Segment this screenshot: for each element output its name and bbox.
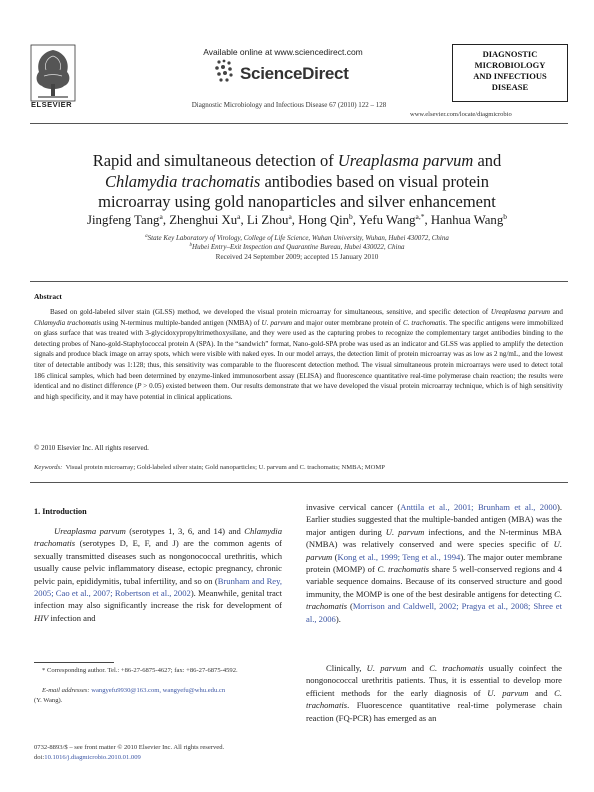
italic-term: U. parvum	[306, 539, 562, 562]
italic-term: C. trachomatis	[429, 663, 484, 673]
author-affiliation-mark: b	[349, 212, 353, 221]
title-text: antibodies based on visual protein	[260, 171, 490, 191]
title-species: Chlamydia trachomatis	[104, 171, 261, 191]
title-text: Rapid and simultaneous detection of	[92, 151, 338, 170]
author-name: Li Zhou	[246, 213, 289, 227]
author-affiliation-mark: a,*	[415, 212, 425, 221]
email-owner: (Y. Wang).	[34, 697, 63, 704]
author-name: Hanhua Wang	[430, 213, 504, 227]
author-name: Zhenghui Xu	[169, 213, 238, 227]
affiliation	[30, 243, 564, 251]
received-dates: Received 24 September 2009; accepted 15 January 2010	[215, 253, 379, 261]
italic-term: C. trachomatis	[377, 564, 430, 575]
author-list	[30, 212, 564, 228]
publisher-name: ELSEVIER	[31, 100, 73, 109]
doi-link[interactable]: 10.1016/j.diagmicrobio.2010.01.009	[44, 754, 141, 761]
affiliation-mark: a	[145, 234, 148, 239]
title-text: microarray using gold nanoparticles and silver enhancement	[98, 192, 496, 211]
corresponding-author-note: * Corresponding author. Tel.: +86-27-6875-4627; fax: +86-27-6875-4592.	[42, 667, 238, 674]
italic-term: C. trachomatis	[306, 687, 562, 711]
italic-term: HIV	[34, 612, 49, 623]
journal-box-line: MICROBIOLOGY	[474, 60, 546, 70]
intro-paragraph-left: Ureaplasma parvum (serotypes 1, 3, 6, and 14) and Chlamydia trachomatis (serotypes D, E, F, and J) are the common agents of sexually transmitted diseases such as nongonococcal urethritis, which usually cause pelvic inflammatory disease, ectopic pregnancy, chronic pelvic pain, epididymitis, tubal infertility, and so on (Brunham and Rey, 2005; Cao et al., 2007; Robertson et al., 2002). Meanwhile, genital tract infection may also significantly increase the risk for development of HIV infection and	[34, 526, 283, 623]
sciencedirect-logo-icon	[213, 58, 235, 84]
author-affiliation-mark: a	[288, 212, 292, 221]
journal-reference: Diagnostic Microbiology and Infectious Disease 67 (2010) 122 – 128	[191, 101, 387, 109]
doi-line	[34, 753, 294, 763]
journal-box-line: AND INFECTIOUS	[473, 71, 547, 81]
title-species: Ureaplasma parvum	[337, 151, 474, 170]
author-affiliation-mark: a	[237, 212, 241, 221]
citation-link[interactable]: Anttila et al., 2001; Brunham et al., 2000	[400, 502, 557, 512]
affiliation	[30, 234, 564, 242]
author-name: Jingfeng Tang	[87, 213, 160, 227]
sciencedirect-logo-text: ScienceDirect	[240, 64, 349, 83]
intro-paragraph-right-2: Clinically, U. parvum and C. trachomatis usually coinfect the nongonococcal urethritis patients. Thus, it is essential to develop more efficient methods for the early diagnosis of U. parvum and C. trachomatis. Fluorescence quantitative real-time polymerase chain reaction (FQ-PCR) has emerged as an	[306, 663, 562, 723]
italic-term: U. parvum	[366, 663, 407, 673]
abstract-bottom-divider	[30, 482, 568, 483]
available-online-text: Available online at www.sciencedirect.com	[203, 47, 363, 57]
italic-term: Chlamydia trachomatis	[34, 526, 282, 549]
italic-term: U. parvum	[385, 526, 425, 537]
issn-line: 0732-8893/$ – see front matter © 2010 Elsevier Inc. All rights reserved.	[34, 744, 225, 751]
journal-url-link[interactable]: www.elsevier.com/locate/diagmicrobio	[410, 111, 512, 118]
email-footnote	[34, 686, 282, 695]
author-separator: ,	[291, 213, 299, 227]
italic-term: U. parvum	[487, 687, 529, 698]
affiliation-text: Hubei Entry–Exit Inspection and Quarantine Bureau, Hubei 430022, China	[192, 243, 405, 251]
email-label: E-mail addresses:	[42, 687, 90, 694]
author-affiliation-mark: b	[503, 212, 507, 221]
journal-title-box	[452, 44, 568, 102]
italic-term: Chlamydia trachomatis	[34, 318, 101, 327]
citation-link[interactable]: Kong et al., 1999; Teng et al., 1994	[337, 551, 461, 562]
section-heading: 1. Introduction	[34, 507, 87, 516]
keywords	[34, 464, 385, 471]
citation-link[interactable]: Brunham and Rey, 2005; Cao et al., 2007; Robertson et al., 2002	[34, 575, 283, 599]
italic-term: P	[137, 382, 142, 391]
header-divider	[30, 123, 568, 124]
abstract-body: Based on gold-labeled silver stain (GLSS) method, we developed the visual protein microarray for simultaneous, sensitive, and specific detection of Ureaplasma parvum and Chlamydia trachomatis using N-terminus multiple-banded antigen (NMBA) of U. parvum and major outer membrane protein of C. trachomatis. The specific antigens were immobilized on glass surface that was treated with 3-glycidoxypropyltrimethoxysilane, and they were used as the capturing probes to recognize the complementary target antibodies binding to the detecting probes of Nano-gold-Staphylococcal protein A (SPA). In the “sandwich” format, Nano-gold-SPA probe was used as an indicator and GLSS was applied to amplify the detection signals and produce black image on array spots, which were visible with naked eyes. In our model arrays, the detection limit of protein microarray was as low as 2 ng/mL, and the lowest titer of detectable antibody was 1:128; thus, this sensitivity was comparable to the fluorescent detection method. The visual simultaneous protein microarrays were used to detect total 186 clinical samples, which had been determined by enzyme-linked immunosorbent assay (ELISA) and fluorescence quantitative real-time polymerase chain reaction; the results were identical and no distinct difference (P > 0.05) existed between them. Our results demonstrate that we have developed the visual protein microarray technique, which is of high sensitivity and high specificity, and it may have potential in clinical applications.	[34, 308, 563, 401]
keywords-list: Visual protein microarray; Gold-labeled silver stain; Gold nanoparticles; U. parvum and C. trachomatis; NMBA; MOMP	[65, 464, 385, 471]
author-separator: ,	[424, 213, 431, 227]
title-text: and	[473, 151, 502, 170]
citation-link[interactable]: Morrison and Caldwell, 2002; Pragya et al., 2008; Shree et al., 2006	[306, 601, 562, 624]
author-affiliation-mark: a	[159, 212, 163, 221]
author-separator: ,	[240, 213, 247, 227]
journal-box-line: DIAGNOSTIC	[482, 49, 538, 59]
affiliation-mark: b	[189, 243, 193, 248]
italic-term: Ureaplasma parvum	[54, 526, 126, 536]
italic-term: C. trachomatis	[402, 318, 446, 327]
keywords-label: Keywords:	[34, 464, 63, 471]
journal-box-line: DISEASE	[491, 82, 529, 92]
abstract-heading: Abstract	[34, 292, 62, 301]
author-name: Yefu Wang	[358, 213, 416, 227]
author-name: Hong Qin	[298, 213, 350, 227]
footnote-divider	[34, 662, 114, 663]
intro-paragraph-right-1: invasive cervical cancer (Anttila et al., 2001; Brunham et al., 2000). Earlier studies suggested that the multiple-banded antigen (MBA) was the major antigen during U. parvum infections, and the N-terminus MBA (NMBA) was relatively conserved and were species specific of U. parvum (Kong et al., 1999; Teng et al., 1994). The major outer membrane protein (MOMP) of C. trachomatis share 5 well-conserved regions and 4 variable sequence domains. Because of its conserved structure and good immunity, the MOMP is one of the best desirable antigens for detecting C. trachomatis (Morrison and Caldwell, 2002; Pragya et al., 2008; Shree et al., 2006).	[306, 502, 563, 624]
italic-term: Ureaplasma parvum	[490, 308, 551, 316]
copyright-notice: © 2010 Elsevier Inc. All rights reserved.	[34, 444, 149, 452]
affiliation-text: State Key Laboratory of Virology, College of Life Science, Wuhan University, Wuhan, Hubei 430072, China	[147, 234, 449, 242]
italic-term: C. trachomatis	[306, 588, 562, 612]
author-separator: ,	[162, 213, 170, 227]
email-links[interactable]: wangyefu9930@163.com, wangyefu@whu.edu.cn	[91, 687, 226, 694]
author-separator: ,	[352, 213, 359, 227]
article-title	[40, 151, 554, 213]
abstract-top-divider	[30, 281, 568, 282]
doi-label: doi:	[34, 754, 45, 761]
italic-term: U. parvum	[261, 318, 293, 327]
